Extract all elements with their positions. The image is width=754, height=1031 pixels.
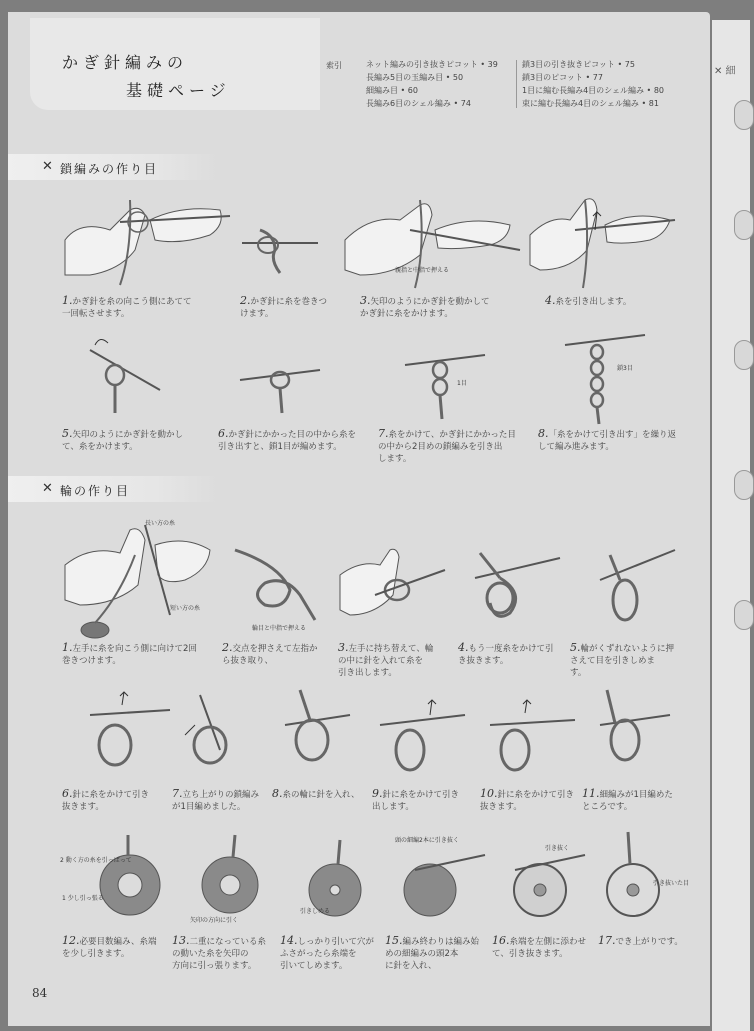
annotation: 親指と中指で押える: [395, 267, 450, 274]
step-illustration-ring: [595, 685, 675, 785]
cross-icon: ✕: [42, 481, 53, 496]
step-caption: 5.輪がくずれないように押 さえて目を引きしめま す。: [570, 641, 675, 678]
step-illustration-hands: [335, 545, 445, 635]
binder-ring-icon: [734, 100, 754, 130]
annotation: 長い方の糸: [145, 520, 176, 527]
annotation: 短い方の糸: [170, 605, 201, 612]
step-illustration-ring: [180, 690, 270, 780]
annotation: 2 動く方の糸を引っぱって: [60, 857, 132, 864]
binder-ring-icon: [734, 340, 754, 370]
step-caption: 7.立ち上がりの鎖編み が1目編めました。: [172, 787, 260, 812]
index-column-2: [522, 58, 664, 110]
index-entry: 鎖3目の引き抜きピコット • 75: [522, 60, 635, 69]
step-caption: 1.左手に糸を向こう側に向けて2回 巻きつけます。: [62, 641, 197, 666]
step-caption: 9.針に糸をかけて引き 出します。: [372, 787, 460, 812]
step-caption: 8.糸の輪に針を入れ、: [272, 787, 360, 800]
step-caption: 4.もう一度糸をかけて引 き抜きます。: [458, 641, 554, 666]
step-caption: 6.かぎ針にかかった目の中から糸を 引き出すと、鎖1目が編めます。: [218, 427, 357, 452]
step-caption: 8.「糸をかけて引き出す」を繰り返 して編み進みます。: [538, 427, 677, 452]
step-illustration-ring-finished: [598, 830, 690, 930]
step-illustration-yarn-loop: [240, 225, 320, 275]
step-illustration-ring-finished: [395, 830, 485, 930]
step-caption: 17.でき上がりです。: [598, 934, 683, 947]
step-illustration-ring: [595, 545, 675, 635]
step-caption: 10.針に糸をかけて引き 抜きます。: [480, 787, 575, 812]
step-caption: 3.矢印のようにかぎ針を動かして かぎ針に糸をかけます。: [360, 294, 490, 319]
step-caption: 2.かぎ針に糸を巻きつ けます。: [240, 294, 328, 319]
section-header-ring: [8, 476, 218, 502]
index-entry: 長編み5目の玉編み目 • 50: [366, 73, 464, 82]
step-caption: 12.必要目数編み、糸端 を少し引きます。: [62, 934, 157, 959]
step-caption: 3.左手に持ち替えて、輪 の中に針を入れて糸を 引き出します。: [338, 641, 434, 678]
adjacent-page-header: ✕ 細: [714, 66, 736, 77]
step-caption: 14.しっかり引いて穴が ふさがったら糸端を 引いてしめます。: [280, 934, 375, 971]
step-caption: 13.二重になっている糸 の動いた糸を矢印の 方向に引っ張ります。: [172, 934, 267, 971]
step-illustration-ring: [230, 545, 320, 635]
index-entry: 束に編む長編み4目のシェル編み • 81: [522, 99, 659, 108]
step-caption: 2.交点を押さえて左指か ら抜き取り、: [222, 641, 318, 666]
index-column-1: [366, 58, 498, 110]
index-entry: 細編み目 • 60: [366, 86, 418, 95]
annotation: 引きしめる: [300, 908, 331, 915]
step-illustration-chain: [240, 340, 320, 415]
step-illustration-hands: [60, 515, 220, 640]
annotation: 矢印の方向に引く: [190, 917, 239, 924]
annotation: 1 少し引っ張る: [62, 895, 104, 902]
step-caption: 4.糸を引き出します。: [545, 294, 632, 307]
index-entry: ネット編みの引き抜きピコット • 39: [366, 60, 498, 69]
annotation: 引き抜く: [545, 845, 570, 852]
step-illustration-chain: [90, 335, 160, 415]
step-illustration-ring: [485, 695, 575, 785]
step-caption: 16.糸端を左側に添わせ て、引き抜きます。: [492, 934, 587, 959]
step-caption: 7.糸をかけて、かぎ針にかかった目 の中から2目めの鎖編みを引き出 します。: [378, 427, 516, 464]
binder-ring-icon: [734, 600, 754, 630]
step-illustration-ring-finished: [185, 830, 275, 930]
step-caption: 1.かぎ針を糸の向こう側にあてて 一回転させます。: [62, 294, 192, 319]
section-title: 鎖編みの作り目: [60, 162, 159, 176]
step-illustration-ring-finished: [495, 835, 585, 930]
annotation: 引き抜いた目: [653, 880, 690, 887]
index-entry: 1目に編む長編み4目のシェル編み • 80: [522, 86, 665, 95]
step-illustration-ring-finished: [290, 835, 380, 930]
section-title: 輪の作り目: [60, 484, 131, 498]
index-entry: 鎖3目のピコット • 77: [522, 73, 603, 82]
index-divider: [516, 60, 517, 108]
page-title-line2: 基礎ページ: [126, 81, 231, 100]
step-caption: 6.針に糸をかけて引き 抜きます。: [62, 787, 150, 812]
step-illustration-ring: [80, 690, 170, 785]
index-entry: 長編み6目のシェル編み • 74: [366, 99, 471, 108]
index-label: 索引: [326, 61, 342, 70]
step-caption: 5.矢印のようにかぎ針を動かし て、糸をかけます。: [62, 427, 184, 452]
step-illustration-ring: [375, 695, 465, 785]
binder-ring-icon: [734, 470, 754, 500]
annotation: 頭の細編2本に引き抜く: [395, 837, 459, 844]
binder-ring-icon: [734, 210, 754, 240]
annotation: 鎖3目: [617, 365, 633, 372]
step-caption: 15.編み終わりは編み始 めの細編みの頭2本 に針を入れ、: [385, 934, 480, 971]
page-number: 84: [32, 986, 48, 1000]
annotation: 輪目と中指で押える: [252, 625, 307, 632]
step-illustration-ring: [280, 685, 360, 785]
cross-icon: ✕: [42, 159, 53, 174]
step-illustration-ring: [465, 548, 560, 633]
step-illustration-hands: [525, 190, 675, 290]
annotation: 1目: [457, 380, 467, 387]
step-caption: 11.細編みが1目編めた ところです。: [582, 787, 673, 812]
step-illustration-chain: [565, 330, 645, 425]
step-illustration-hands: [60, 190, 230, 290]
step-illustration-chain: [405, 335, 485, 420]
section-header-chain: [8, 154, 218, 180]
step-illustration-ring-finished: [60, 830, 170, 930]
adjacent-page: [712, 20, 750, 1031]
page-title-line1: かぎ針編みの: [62, 53, 189, 72]
step-illustration-hands: [340, 190, 520, 290]
